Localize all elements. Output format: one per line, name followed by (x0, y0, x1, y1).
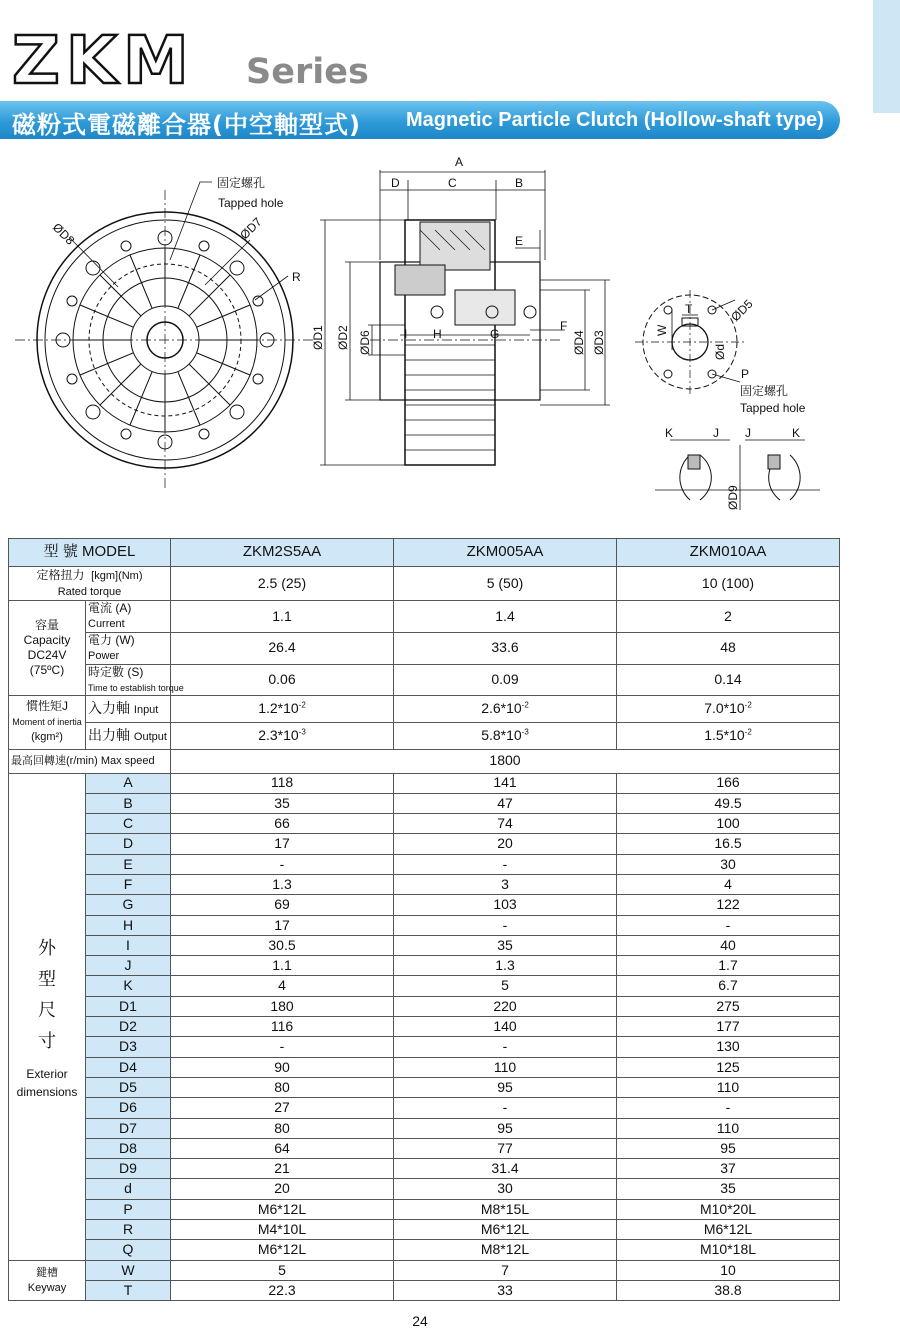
label-t: T (685, 302, 693, 316)
keyway-row (9, 1260, 840, 1280)
label-end-tapped-zh: 固定螺孔 (740, 384, 789, 398)
label-f: F (560, 319, 568, 333)
dim-row (9, 1240, 840, 1260)
label-tapped-zh: 固定螺孔 (217, 176, 266, 190)
label-r: R (292, 270, 301, 284)
model-3: ZKM010AA (617, 539, 840, 567)
label-i: I (404, 327, 408, 341)
label-g: G (490, 327, 500, 341)
dim-value: - (617, 915, 840, 935)
dim-value: - (171, 1037, 394, 1057)
speed-row (9, 749, 840, 773)
dim-name: R (86, 1220, 171, 1240)
inertia-label: 慣性矩J Moment of inertia (kgm²) (9, 695, 86, 749)
dim-value: 141 (394, 773, 617, 793)
dim-value: M8*12L (394, 1240, 617, 1260)
dim-value: 49.5 (617, 793, 840, 813)
dim-value: 3 (394, 874, 617, 894)
dim-row (9, 1077, 840, 1097)
dim-name: D1 (86, 996, 171, 1016)
dim-row (9, 996, 840, 1016)
dim-value: 17 (171, 834, 394, 854)
label-c: C (448, 176, 457, 190)
dim-value: 275 (617, 996, 840, 1016)
dim-value: 90 (171, 1057, 394, 1077)
time-1: 0.06 (171, 664, 394, 695)
label-k-right: K (792, 426, 801, 440)
current-2: 1.4 (394, 601, 617, 633)
page-number: 24 (412, 1313, 428, 1329)
dim-value: 80 (171, 1077, 394, 1097)
power-1: 26.4 (171, 632, 394, 664)
dim-value: 30 (394, 1179, 617, 1199)
dim-value: 140 (394, 1017, 617, 1037)
model-2: ZKM005AA (394, 539, 617, 567)
dim-row (9, 874, 840, 894)
dim-value: M6*12L (171, 1199, 394, 1219)
time-3: 0.14 (617, 664, 840, 695)
dim-row (9, 935, 840, 955)
dim-row (9, 1057, 840, 1077)
inertia-input-row (9, 695, 840, 722)
dim-value: 37 (617, 1159, 840, 1179)
dim-value: 95 (394, 1118, 617, 1138)
model-header: 型 號 MODEL (9, 539, 171, 567)
keyway-value: 7 (394, 1260, 617, 1280)
dim-value: 66 (171, 814, 394, 834)
dim-value: 125 (617, 1057, 840, 1077)
dim-value: 17 (171, 915, 394, 935)
drawing-svg (0, 150, 900, 530)
keyway-label: 鍵槽 Keyway (9, 1260, 86, 1301)
dim-name: d (86, 1179, 171, 1199)
dim-name: G (86, 895, 171, 915)
power-2: 33.6 (394, 632, 617, 664)
label-end-tapped-en: Tapped hole (740, 401, 806, 415)
label-k-left: K (665, 426, 674, 440)
dim-value: 1.3 (394, 956, 617, 976)
dim-value: M8*15L (394, 1199, 617, 1219)
dim-name: D7 (86, 1118, 171, 1138)
label-d-bore: Ød (713, 343, 727, 360)
current-1: 1.1 (171, 601, 394, 633)
dim-value: 30.5 (171, 935, 394, 955)
dim-row (9, 915, 840, 935)
dim-value: 40 (617, 935, 840, 955)
title-banner (0, 101, 840, 139)
dim-value: 64 (171, 1138, 394, 1158)
time-2: 0.09 (394, 664, 617, 695)
torque-row (9, 567, 840, 601)
inertia-output-label: 出力軸 Output (86, 722, 171, 749)
dim-value: 20 (171, 1179, 394, 1199)
inertia-output-3: $1.5*10^{-2}$ (617, 722, 840, 749)
dim-value: 35 (617, 1179, 840, 1199)
dim-value: 31.4 (394, 1159, 617, 1179)
torque-1: 2.5 (25) (171, 567, 394, 601)
dim-name: F (86, 874, 171, 894)
dim-name: B (86, 793, 171, 813)
dim-name: H (86, 915, 171, 935)
label-d5: ØD5 (728, 296, 756, 325)
dim-row (9, 1138, 840, 1158)
torque-3: 10 (100) (617, 567, 840, 601)
label-d2: ØD2 (336, 325, 350, 350)
label-d3: ØD3 (592, 330, 606, 355)
dim-value: 77 (394, 1138, 617, 1158)
label-d: D (391, 176, 400, 190)
dim-value: 27 (171, 1098, 394, 1118)
dim-value: 69 (171, 895, 394, 915)
dim-value: 95 (617, 1138, 840, 1158)
keyway-value: 5 (171, 1260, 394, 1280)
keyway-value: 22.3 (171, 1280, 394, 1300)
dim-name: I (86, 935, 171, 955)
dim-value: 177 (617, 1017, 840, 1037)
speed-value: 1800 (171, 749, 840, 773)
dim-value: 110 (394, 1057, 617, 1077)
dim-value: 47 (394, 793, 617, 813)
power-row (9, 632, 840, 664)
inertia-input-3: $7.0*10^{-2}$ (617, 695, 840, 722)
dim-value: 100 (617, 814, 840, 834)
label-e: E (515, 234, 524, 248)
dim-value: 30 (617, 854, 840, 874)
dim-row (9, 956, 840, 976)
dim-row (9, 976, 840, 996)
dim-value: M6*12L (617, 1220, 840, 1240)
inertia-output-2: $5.8*10^{-3}$ (394, 722, 617, 749)
label-h: H (433, 327, 442, 341)
current-row (9, 601, 840, 633)
dim-name: Q (86, 1240, 171, 1260)
time-row (9, 664, 840, 695)
side-view (320, 170, 610, 465)
keyway-name: W (86, 1260, 171, 1280)
dim-value: 16.5 (617, 834, 840, 854)
dim-value: - (394, 1037, 617, 1057)
dim-row (9, 1220, 840, 1240)
dim-value: 220 (394, 996, 617, 1016)
dim-value: 6.7 (617, 976, 840, 996)
dim-row (9, 854, 840, 874)
label-d9: ØD9 (726, 485, 740, 510)
dim-value: 110 (617, 1077, 840, 1097)
inertia-input-label: 入力軸 Input (86, 695, 171, 722)
dim-value: - (394, 1098, 617, 1118)
dim-value: M6*12L (171, 1240, 394, 1260)
dim-value: 118 (171, 773, 394, 793)
torque-label: 定格扭力 [kgm](Nm) Rated torque (9, 567, 171, 601)
dim-row (9, 1037, 840, 1057)
dim-value: M10*20L (617, 1199, 840, 1219)
title-en: Magnetic Particle Clutch (Hollow-shaft type) (406, 109, 824, 131)
dim-name: D3 (86, 1037, 171, 1057)
keyway-value: 33 (394, 1280, 617, 1300)
logo-zkm: ZKM (12, 22, 195, 99)
dim-value: 1.3 (171, 874, 394, 894)
dim-value: 110 (617, 1118, 840, 1138)
dim-value: 95 (394, 1077, 617, 1097)
dim-name: C (86, 814, 171, 834)
dim-value: - (171, 854, 394, 874)
dim-value: 1.7 (617, 956, 840, 976)
dim-row (9, 773, 840, 793)
inertia-output-row (9, 722, 840, 749)
dim-value: 4 (171, 976, 394, 996)
dim-value: 116 (171, 1017, 394, 1037)
dim-value: 20 (394, 834, 617, 854)
dim-value: 122 (617, 895, 840, 915)
power-label: 電力 (W) Power (86, 632, 171, 664)
label-w: W (655, 324, 669, 336)
label-d7: ØD7 (237, 214, 265, 243)
dim-value: 5 (394, 976, 617, 996)
dim-value: M4*10L (171, 1220, 394, 1240)
dim-value: 80 (171, 1118, 394, 1138)
label-p: P (741, 367, 750, 381)
inertia-input-2: $2.6*10^{-2}$ (394, 695, 617, 722)
label-b: B (515, 176, 524, 190)
exterior-dimensions-label: 外 型 尺 寸 Exterior dimensions (9, 773, 86, 1260)
label-d4: ØD4 (572, 330, 586, 355)
speed-label: 最高回轉速(r/min) Max speed (9, 749, 171, 773)
torque-2: 5 (50) (394, 567, 617, 601)
dim-value: M10*18L (617, 1240, 840, 1260)
dim-row (9, 1179, 840, 1199)
dim-row (9, 1118, 840, 1138)
model-1: ZKM2S5AA (171, 539, 394, 567)
label-j-left: J (713, 426, 719, 440)
dim-name: K (86, 976, 171, 996)
inertia-output-1: $2.3*10^{-3}$ (171, 722, 394, 749)
dim-name: J (86, 956, 171, 976)
dim-name: D5 (86, 1077, 171, 1097)
dim-value: 166 (617, 773, 840, 793)
dim-row (9, 895, 840, 915)
dim-value: 35 (394, 935, 617, 955)
label-d1: ØD1 (311, 325, 325, 350)
dim-row (9, 1199, 840, 1219)
side-tab (873, 0, 900, 113)
dim-name: D4 (86, 1057, 171, 1077)
keyway-value: 38.8 (617, 1280, 840, 1300)
label-tapped-en: Tapped hole (218, 196, 284, 210)
dim-name: D9 (86, 1159, 171, 1179)
dim-row (9, 814, 840, 834)
dim-row (9, 834, 840, 854)
dim-value: 4 (617, 874, 840, 894)
label-j-right: J (745, 426, 751, 440)
dim-row (9, 1017, 840, 1037)
dim-name: D6 (86, 1098, 171, 1118)
dim-value: - (617, 1098, 840, 1118)
header-row (9, 539, 840, 567)
dim-name: D8 (86, 1138, 171, 1158)
title-zh: 磁粉式電磁離合器(中空軸型式) (12, 111, 361, 139)
dim-value: 130 (617, 1037, 840, 1057)
label-a: A (455, 155, 464, 169)
dim-row (9, 1098, 840, 1118)
current-label: 電流 (A) Current (86, 601, 171, 633)
dim-value: M6*12L (394, 1220, 617, 1240)
dim-value: - (394, 915, 617, 935)
keyway-row (9, 1280, 840, 1300)
dim-name: D (86, 834, 171, 854)
technical-drawing (0, 150, 900, 530)
capacity-label: 容量 Capacity DC24V (75ºC) (9, 601, 86, 696)
dim-value: 103 (394, 895, 617, 915)
dim-value: - (394, 854, 617, 874)
dim-row (9, 793, 840, 813)
dim-value: 21 (171, 1159, 394, 1179)
dim-value: 35 (171, 793, 394, 813)
inertia-input-1: $1.2*10^{-2}$ (171, 695, 394, 722)
dim-value: 1.1 (171, 956, 394, 976)
spec-table (8, 538, 840, 1301)
series-label: Series (246, 52, 369, 92)
label-d8: ØD8 (49, 220, 78, 248)
power-3: 48 (617, 632, 840, 664)
dim-row (9, 1159, 840, 1179)
dim-name: D2 (86, 1017, 171, 1037)
label-d6: ØD6 (358, 330, 372, 355)
dim-name: A (86, 773, 171, 793)
time-label: 時定數 (S) Time to establish torque (86, 664, 171, 695)
current-3: 2 (617, 601, 840, 633)
keyway-name: T (86, 1280, 171, 1300)
dim-name: E (86, 854, 171, 874)
dim-name: P (86, 1199, 171, 1219)
dim-value: 74 (394, 814, 617, 834)
dim-value: 180 (171, 996, 394, 1016)
keyway-value: 10 (617, 1260, 840, 1280)
